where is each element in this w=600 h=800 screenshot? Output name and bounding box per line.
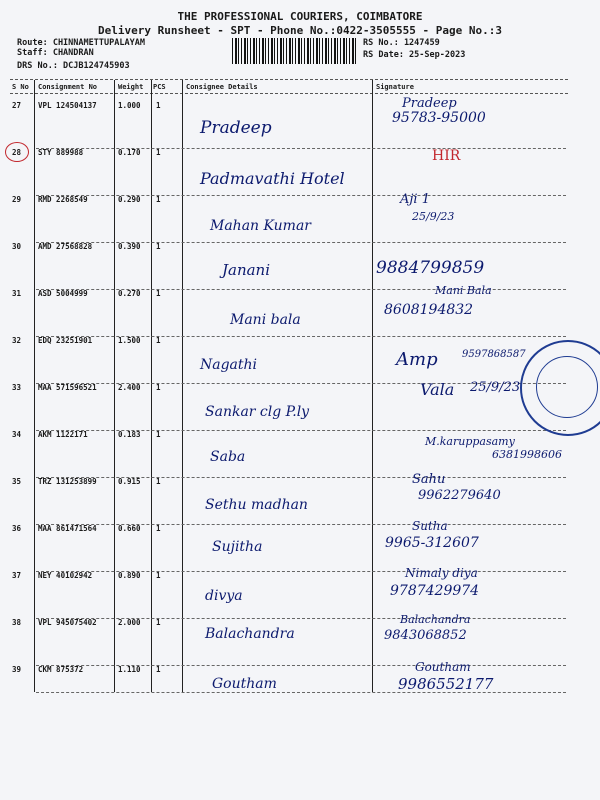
- row-consignee: Padmavathi Hotel: [200, 169, 345, 188]
- row-signature-phone: 6381998606: [492, 448, 562, 461]
- table-row: [0, 96, 600, 149]
- row-sno: 39: [12, 665, 22, 674]
- row-pcs: 1: [156, 336, 161, 345]
- header-rule-bottom: [10, 93, 568, 94]
- row-signature-phone: 8608194832: [384, 302, 474, 318]
- col-signature-header: Signature: [376, 83, 414, 91]
- row-signature-phone: 9843068852: [384, 628, 467, 643]
- row-signature-name: Sutha: [412, 519, 448, 533]
- row-pcs: 1: [156, 195, 161, 204]
- row-weight: 0.390: [118, 242, 141, 251]
- row-sno: 33: [12, 383, 22, 392]
- row-consignee: Balachandra: [205, 626, 295, 642]
- row-pcs: 1: [156, 101, 161, 110]
- row-weight: 1.000: [118, 101, 141, 110]
- row-signature-phone: 9965-312607: [385, 535, 479, 551]
- rs-date: RS Date: 25-Sep-2023: [363, 50, 466, 60]
- row-signature-name: Goutham: [415, 660, 471, 674]
- row-consignment: ASD 5004999: [38, 289, 88, 298]
- row-consignee: Mani bala: [230, 312, 301, 328]
- row-pcs: 1: [156, 383, 161, 392]
- row-signature-name: Sahu: [412, 472, 446, 487]
- row-signature-date: 25/9/23: [412, 210, 455, 223]
- row-signature-name: Vala: [420, 380, 455, 399]
- row-consignee: Sankar clg P.ly: [205, 404, 310, 420]
- col-consignment-header: Consignment No: [38, 83, 98, 91]
- col-consignee-header: Consignee Details: [186, 83, 258, 91]
- staff-label: Staff: CHANDRAN: [17, 48, 94, 58]
- row-pcs: 1: [156, 665, 161, 674]
- row-pcs: 1: [156, 430, 161, 439]
- row-weight: 0.915: [118, 477, 141, 486]
- table-row: [0, 284, 600, 337]
- row-sno: 38: [12, 618, 22, 627]
- table-row: [0, 378, 600, 431]
- row-weight: 0.170: [118, 148, 141, 157]
- row-consignee: Nagathi: [200, 357, 258, 373]
- row-signature-name: Aji 1: [400, 192, 430, 207]
- row-consignment: NEY 40102942: [38, 571, 93, 580]
- row-sno: 35: [12, 477, 22, 486]
- row-sno: 31: [12, 289, 22, 298]
- row-weight: 0.660: [118, 524, 141, 533]
- row-weight: 0.270: [118, 289, 141, 298]
- col-weight-header: Weight: [118, 83, 144, 91]
- row-signature-name: M.karuppasamy: [425, 435, 515, 448]
- table-row: [0, 237, 600, 290]
- row-weight: 1.500: [118, 336, 141, 345]
- row-consignee: Janani: [222, 261, 271, 279]
- table-row: [0, 519, 600, 572]
- runsheet-subtitle: Delivery Runsheet - SPT - Phone No.:0422-3505555 - Page No.:3: [98, 24, 502, 37]
- table-row: [0, 472, 600, 525]
- row-sno: 30: [12, 242, 22, 251]
- row-consignment: MAA 571596521: [38, 383, 97, 392]
- header-rule-top: [10, 79, 568, 80]
- row-signature-name: Amp: [396, 349, 438, 370]
- row-signature-phone: 9787429974: [390, 583, 480, 599]
- row-consignee: Pradeep: [200, 118, 272, 138]
- row-pcs: 1: [156, 524, 161, 533]
- row-divider: [36, 692, 566, 693]
- drs-label: DRS No.: DCJB124745903: [17, 61, 130, 71]
- row-signature-phone: 9597868587: [462, 349, 526, 360]
- row-consignee: Goutham: [212, 676, 277, 692]
- row-consignment: EDQ 23251901: [38, 336, 93, 345]
- row-consignment: MAA 861471564: [38, 524, 97, 533]
- college-stamp-inner-ring: [536, 356, 598, 418]
- row-consignment: STY 889988: [38, 148, 84, 157]
- row-pcs: 1: [156, 148, 161, 157]
- table-row: [0, 613, 600, 666]
- col-sno-header: S No: [12, 83, 29, 91]
- table-row: [0, 143, 600, 196]
- row-consignment: CKM 875372: [38, 665, 84, 674]
- row-signature-phone: 9986552177: [398, 675, 494, 693]
- row-sno: 27: [12, 101, 22, 110]
- col-pcs-header: PCS: [153, 83, 166, 91]
- row-pcs: 1: [156, 242, 161, 251]
- row-sno: 32: [12, 336, 22, 345]
- barcode: [232, 38, 357, 64]
- row-consignment: RMD 2268549: [38, 195, 88, 204]
- row-pcs: 1: [156, 618, 161, 627]
- rs-number: RS No.: 1247459: [363, 38, 440, 48]
- table-row: [0, 331, 600, 384]
- row-signature-name: HIR: [432, 148, 461, 164]
- row-signature-phone: 9884799859: [376, 258, 485, 278]
- table-row: [0, 660, 600, 713]
- row-weight: 1.110: [118, 665, 141, 674]
- row-signature-name: Balachandra: [400, 613, 471, 626]
- row-weight: 0.290: [118, 195, 141, 204]
- company-title: THE PROFESSIONAL COURIERS, COIMBATORE: [177, 10, 423, 23]
- row-weight: 0.183: [118, 430, 141, 439]
- row-consignment: AMD 27568828: [38, 242, 93, 251]
- row-sno: 37: [12, 571, 22, 580]
- row-sno: 36: [12, 524, 22, 533]
- table-row: [0, 190, 600, 243]
- row-consignment: AKM 1122171: [38, 430, 88, 439]
- row-pcs: 1: [156, 477, 161, 486]
- row-consignee: Mahan Kumar: [210, 218, 311, 234]
- row-pcs: 1: [156, 289, 161, 298]
- row-consignment: VPL 945075402: [38, 618, 97, 627]
- row-signature-phone: 9962279640: [418, 488, 501, 503]
- row-signature-name: Pradeep: [402, 96, 457, 111]
- row-sno: 34: [12, 430, 22, 439]
- row-consignee: Sethu madhan: [205, 497, 308, 513]
- table-row: [0, 566, 600, 619]
- row-consignment: VPL 124504137: [38, 101, 97, 110]
- row-signature-phone: 95783-95000: [392, 110, 486, 126]
- table-row: [0, 425, 600, 478]
- row-weight: 0.890: [118, 571, 141, 580]
- row-signature-name: Nimaly diya: [405, 566, 478, 580]
- row-sno: 29: [12, 195, 22, 204]
- row-sno: 28: [12, 148, 22, 157]
- row-weight: 2.400: [118, 383, 141, 392]
- row-consignee: divya: [205, 588, 243, 604]
- row-consignment: TRZ 131253899: [38, 477, 97, 486]
- row-consignee: Saba: [210, 449, 246, 465]
- row-pcs: 1: [156, 571, 161, 580]
- row-weight: 2.000: [118, 618, 141, 627]
- row-signature-name: Mani Bala: [435, 284, 492, 297]
- route-label: Route: CHINNAMETTUPALAYAM: [17, 38, 145, 48]
- row-consignee: Sujitha: [212, 539, 263, 555]
- row-signature-date: 25/9/23: [470, 380, 521, 395]
